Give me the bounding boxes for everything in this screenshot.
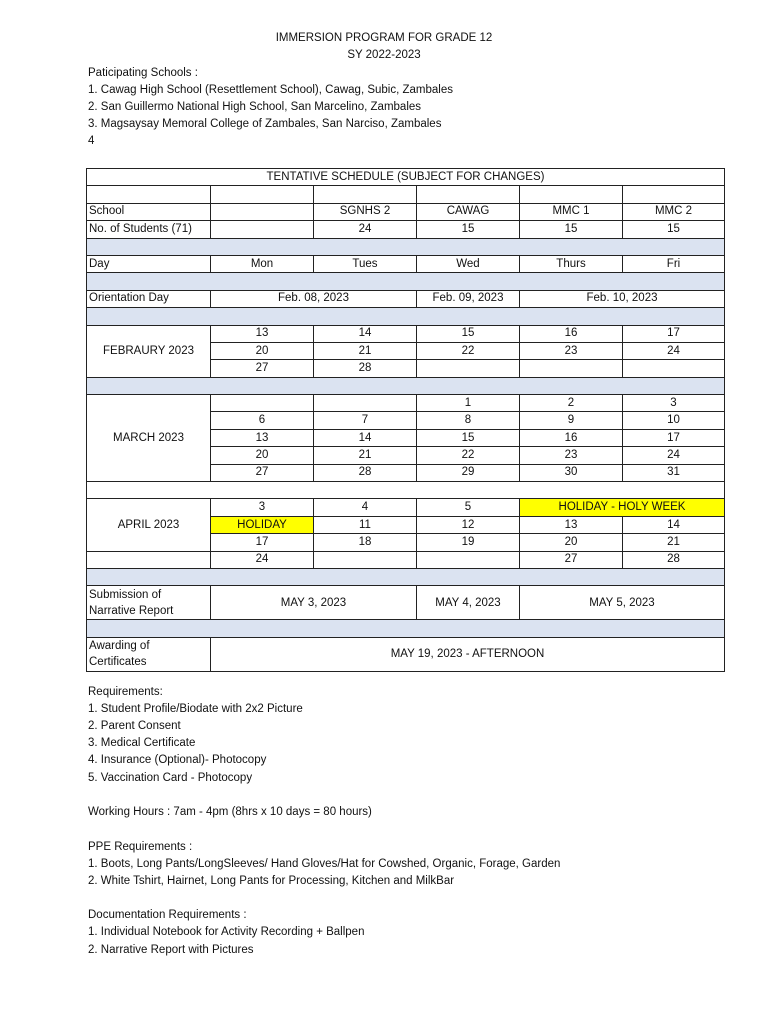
date-cell xyxy=(211,395,314,412)
date-cell: 6 xyxy=(211,412,314,429)
submission-label: Submission of Narrative Report xyxy=(87,586,211,620)
submission-date: MAY 4, 2023 xyxy=(417,586,520,620)
documentation-item: 1. Individual Notebook for Activity Recording + Ballpen xyxy=(88,926,365,938)
date-cell: 13 xyxy=(211,325,314,342)
date-cell: 14 xyxy=(314,325,417,342)
requirement-item: 5. Vaccination Card - Photocopy xyxy=(88,772,253,784)
day-cell: Fri xyxy=(623,255,725,272)
date-cell: 29 xyxy=(417,464,520,481)
students-row xyxy=(87,221,725,238)
date-cell: 27 xyxy=(211,464,314,481)
february-label: FEBRAURY 2023 xyxy=(87,325,211,377)
date-cell: 1 xyxy=(417,395,520,412)
students-cell: 24 xyxy=(314,221,417,238)
schedule-title: TENTATIVE SCHEDULE (SUBJECT FOR CHANGES) xyxy=(87,169,725,186)
april-row xyxy=(87,499,725,516)
awarding-date: MAY 19, 2023 - AFTERNOON xyxy=(211,637,725,671)
date-cell: 28 xyxy=(314,464,417,481)
school-item: 4 xyxy=(88,135,95,147)
school-item: 1. Cawag High School (Resettlement School), Cawag, Subic, Zambales xyxy=(88,84,453,96)
date-cell: 27 xyxy=(520,551,623,568)
submission-date: MAY 5, 2023 xyxy=(520,586,725,620)
date-cell: 2 xyxy=(520,395,623,412)
date-cell: 24 xyxy=(211,551,314,568)
date-cell: 16 xyxy=(520,429,623,446)
date-cell xyxy=(520,360,623,377)
day-row xyxy=(87,255,725,272)
date-cell: 11 xyxy=(314,516,417,533)
school-label: School xyxy=(87,203,211,220)
school-year: SY 2022-2023 xyxy=(347,49,421,61)
date-cell xyxy=(417,551,520,568)
school-cell: MMC 2 xyxy=(623,203,725,220)
date-cell: 15 xyxy=(417,429,520,446)
date-cell: 21 xyxy=(314,342,417,359)
date-cell: 17 xyxy=(211,534,314,551)
april-row xyxy=(87,551,725,568)
date-cell: 22 xyxy=(417,447,520,464)
date-cell: 27 xyxy=(211,360,314,377)
school-cell: CAWAG xyxy=(417,203,520,220)
separator-row xyxy=(87,568,725,585)
april-label: APRIL 2023 xyxy=(87,499,211,551)
holiday-highlight: HOLIDAY xyxy=(211,516,314,533)
school-cell: MMC 1 xyxy=(520,203,623,220)
orientation-date: Feb. 10, 2023 xyxy=(520,290,725,307)
date-cell: 17 xyxy=(623,429,725,446)
day-cell: Thurs xyxy=(520,255,623,272)
date-cell: 3 xyxy=(211,499,314,516)
day-cell: Wed xyxy=(417,255,520,272)
table-row xyxy=(87,169,725,186)
date-cell: 21 xyxy=(623,534,725,551)
school-cell: SGNHS 2 xyxy=(314,203,417,220)
requirement-item: 1. Student Profile/Biodate with 2x2 Picture xyxy=(88,703,303,715)
date-cell: 31 xyxy=(623,464,725,481)
table-row xyxy=(87,186,725,203)
date-cell: 9 xyxy=(520,412,623,429)
date-cell: 13 xyxy=(211,429,314,446)
documentation-heading: Documentation Requirements : xyxy=(88,909,247,921)
separator-row xyxy=(87,308,725,325)
orientation-date: Feb. 09, 2023 xyxy=(417,290,520,307)
orientation-date: Feb. 08, 2023 xyxy=(211,290,417,307)
working-hours: Working Hours : 7am - 4pm (8hrs x 10 days = 80 hours) xyxy=(88,806,372,818)
submission-date: MAY 3, 2023 xyxy=(211,586,417,620)
requirement-item: 2. Parent Consent xyxy=(88,720,181,732)
schedule-table xyxy=(86,168,725,672)
documentation-item: 2. Narrative Report with Pictures xyxy=(88,944,254,956)
date-cell: 5 xyxy=(417,499,520,516)
date-cell: 10 xyxy=(623,412,725,429)
date-cell: 20 xyxy=(520,534,623,551)
date-cell: 24 xyxy=(623,447,725,464)
march-row xyxy=(87,395,725,412)
day-cell: Mon xyxy=(211,255,314,272)
requirement-item: 3. Medical Certificate xyxy=(88,737,196,749)
document-title: IMMERSION PROGRAM FOR GRADE 12 xyxy=(275,32,493,44)
ppe-heading: PPE Requirements : xyxy=(88,841,193,853)
february-row xyxy=(87,325,725,342)
schools-heading: Paticipating Schools : xyxy=(88,67,198,79)
date-cell: 23 xyxy=(520,342,623,359)
date-cell: 14 xyxy=(314,429,417,446)
submission-row xyxy=(87,586,725,620)
students-cell: 15 xyxy=(520,221,623,238)
date-cell: 28 xyxy=(623,551,725,568)
date-cell: 21 xyxy=(314,447,417,464)
date-cell xyxy=(417,360,520,377)
date-cell: 17 xyxy=(623,325,725,342)
school-item: 2. San Guillermo National High School, San Marcelino, Zambales xyxy=(88,101,422,113)
separator-row xyxy=(87,620,725,637)
ppe-item: 2. White Tshirt, Hairnet, Long Pants for Processing, Kitchen and MilkBar xyxy=(88,875,455,887)
date-cell: 28 xyxy=(314,360,417,377)
date-cell: 12 xyxy=(417,516,520,533)
date-cell: 20 xyxy=(211,342,314,359)
students-cell: 15 xyxy=(623,221,725,238)
requirement-item: 4. Insurance (Optional)- Photocopy xyxy=(88,754,267,766)
date-cell: 14 xyxy=(623,516,725,533)
separator-row xyxy=(87,377,725,394)
date-cell: 8 xyxy=(417,412,520,429)
date-cell: 19 xyxy=(417,534,520,551)
date-cell: 16 xyxy=(520,325,623,342)
orientation-label: Orientation Day xyxy=(87,290,211,307)
date-cell: 13 xyxy=(520,516,623,533)
date-cell: 3 xyxy=(623,395,725,412)
orientation-row xyxy=(87,290,725,307)
date-cell: 18 xyxy=(314,534,417,551)
school-row xyxy=(87,203,725,220)
awarding-label: Awarding of Certificates xyxy=(87,637,211,671)
date-cell: 7 xyxy=(314,412,417,429)
date-cell: 4 xyxy=(314,499,417,516)
holy-week-highlight: HOLIDAY - HOLY WEEK xyxy=(520,499,725,516)
ppe-item: 1. Boots, Long Pants/LongSleeves/ Hand Gloves/Hat for Cowshed, Organic, Forage, Garden xyxy=(88,858,561,870)
date-cell: 22 xyxy=(417,342,520,359)
separator-row xyxy=(87,273,725,290)
day-label: Day xyxy=(87,255,211,272)
awarding-row xyxy=(87,637,725,671)
date-cell: 30 xyxy=(520,464,623,481)
date-cell: 23 xyxy=(520,447,623,464)
separator-row xyxy=(87,238,725,255)
students-cell: 15 xyxy=(417,221,520,238)
school-item: 3. Magsaysay Memoral College of Zambales, San Narciso, Zambales xyxy=(88,118,442,130)
date-cell: 24 xyxy=(623,342,725,359)
date-cell: 20 xyxy=(211,447,314,464)
requirements-heading: Requirements: xyxy=(88,686,163,698)
date-cell xyxy=(314,395,417,412)
date-cell xyxy=(623,360,725,377)
date-cell xyxy=(314,551,417,568)
spacer-row xyxy=(87,482,725,499)
students-label: No. of Students (71) xyxy=(87,221,211,238)
date-cell: 15 xyxy=(417,325,520,342)
march-label: MARCH 2023 xyxy=(87,395,211,482)
day-cell: Tues xyxy=(314,255,417,272)
